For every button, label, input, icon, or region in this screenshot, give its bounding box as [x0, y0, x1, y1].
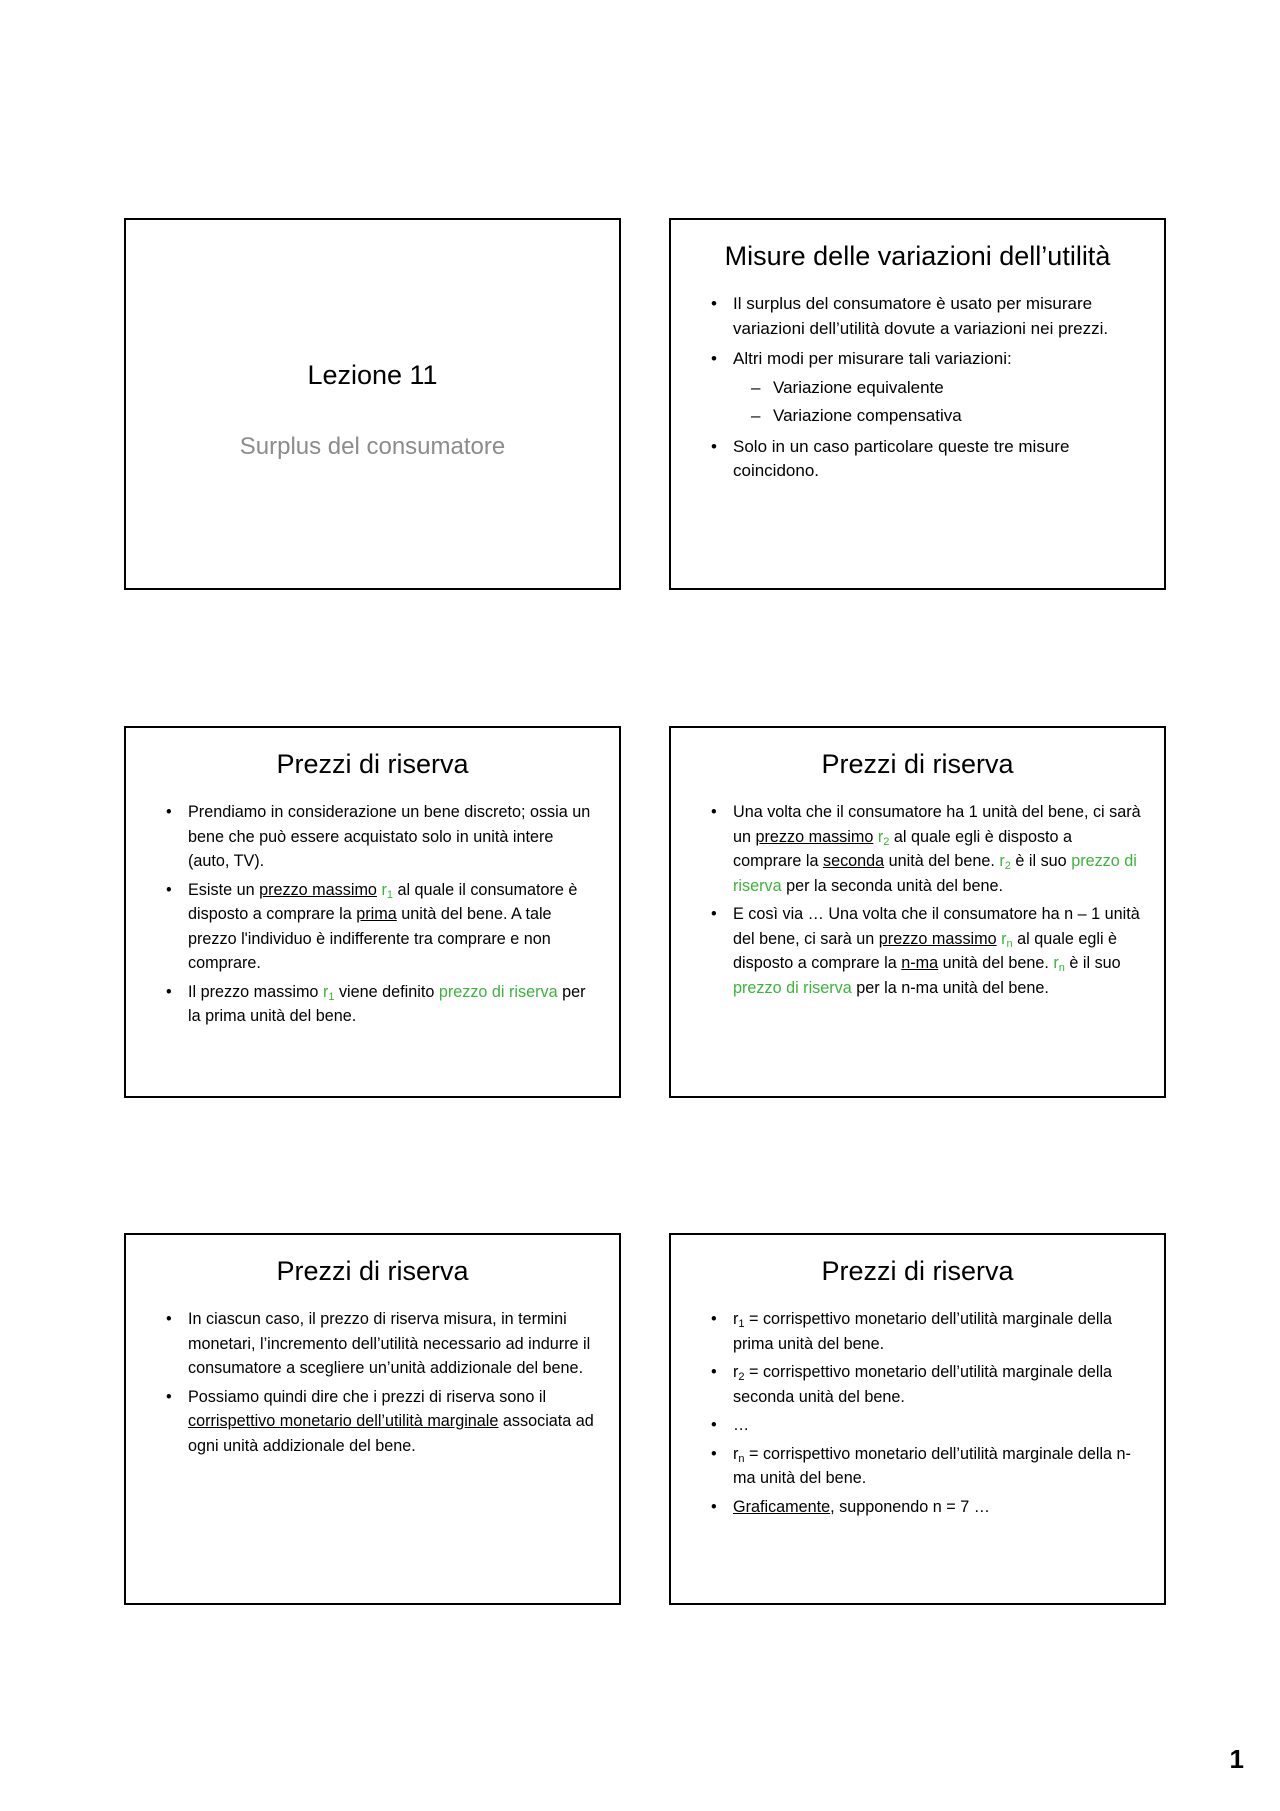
text: , supponendo n = 7 … [830, 1497, 990, 1516]
bullet-item [166, 878, 597, 976]
reservation-price-symbol: $r_1$ [322, 982, 335, 1003]
bullet-item [166, 1385, 597, 1459]
text: al quale egli è disposto a comprare la [733, 929, 1118, 972]
reservation-price-symbol: $r_2$ [877, 827, 890, 848]
bullet-item: • Prendiamo in considerazione un bene discreto; ossia un bene che può essere acquistato solo in unità intere (auto, TV). [166, 800, 597, 874]
sub-bullet-item: – Variazione equivalente [751, 376, 1142, 401]
bullet-item: • Il surplus del consumatore è usato per misurare variazioni dell’utilità dovute a variazioni nei prezzi. [711, 292, 1142, 341]
text: Il prezzo massimo [188, 982, 323, 1001]
bullet-item [711, 1360, 1142, 1409]
slide-title: Lezione 11 [307, 360, 438, 390]
text: per la n-ma unità del bene. [851, 978, 1049, 997]
subscript: 1 [738, 1318, 745, 1330]
underlined-term: n-ma [901, 954, 939, 972]
text: al quale il consumatore è disposto a comprare la [188, 880, 578, 923]
underlined-term: seconda [822, 852, 885, 870]
slide-lezione-11 [124, 218, 621, 590]
text: viene definito [334, 982, 439, 1001]
symbol: r [733, 1444, 739, 1463]
underlined-term: corrispettivo monetario dell’utilità marginale [188, 1412, 499, 1430]
title-block [126, 360, 619, 461]
bullet-item [711, 1442, 1142, 1491]
text: E così via … Una volta che il consumatore ha n – 1 unità del bene, ci sarà un [733, 905, 1140, 948]
slide-prezzi-riserva-2 [669, 726, 1166, 1098]
subscript: n [738, 1452, 745, 1465]
underlined-term: Graficamente [733, 1497, 831, 1516]
text: per la prima unità del bene. [188, 982, 586, 1025]
slide-title: Prezzi di riserva [276, 1256, 469, 1286]
text: unità del bene. [938, 954, 1054, 972]
slide-title: Prezzi di riserva [821, 1256, 1014, 1286]
text: per la seconda unità del bene. [781, 876, 1003, 895]
subscript: 2 [738, 1371, 745, 1383]
highlighted-term: prezzo di riserva [733, 852, 1137, 895]
slide-title: Prezzi di riserva [276, 749, 469, 779]
underlined-term: prezzo massimo [755, 827, 874, 846]
slide-misure-variazioni [669, 218, 1166, 590]
bullet-item: • In ciascun caso, il prezzo di riserva misura, in termini monetari, l’incremento dell’utilità necessario ad indurre il consumatore a scegliere un’unità addizionale del bene. [166, 1307, 597, 1381]
text: unità del bene. A tale prezzo l'individuo è indifferente tra comprare e non comprare. [188, 905, 552, 972]
symbol: r [733, 1310, 739, 1328]
highlighted-term: prezzo di riserva [733, 978, 852, 997]
text: = corrispettivo monetario dell’utilità marginale della n-ma unità del bene. [733, 1444, 1131, 1487]
slide-prezzi-riserva-4 [669, 1233, 1166, 1605]
bullet-item [711, 1495, 1142, 1520]
bullet-list [126, 1307, 619, 1458]
reservation-price-symbol: $r_1$ [381, 880, 393, 901]
bullet-item [166, 980, 597, 1029]
text: è il suo [1010, 852, 1072, 870]
bullet-item [711, 347, 1142, 429]
text: Una volta che il consumatore ha 1 unità del bene, ci sarà un [733, 803, 1141, 846]
text: unità del bene. [884, 852, 1000, 870]
bullet-text: Altri modi per misurare tali variazioni: [733, 349, 1012, 368]
slide-title: Prezzi di riserva [821, 749, 1014, 779]
bullet-list [126, 800, 619, 1029]
text: associata ad ogni unità addizionale del bene. [188, 1412, 594, 1455]
symbol: r [733, 1363, 739, 1381]
reservation-price-symbol: $r_n$ [1001, 929, 1013, 950]
text: al quale egli è disposto a comprare la [733, 827, 1073, 870]
reservation-price-symbol: $r_2$ [999, 852, 1011, 872]
underlined-term: prima [356, 905, 397, 923]
page-number: 1 [1229, 1744, 1244, 1774]
sub-bullet-item: – Variazione compensativa [751, 404, 1142, 429]
slide-prezzi-riserva-1 [124, 726, 621, 1098]
bullet-item: • Solo in un caso particolare queste tre misure coincidono. [711, 435, 1142, 484]
underlined-term: prezzo massimo [259, 880, 377, 899]
highlighted-term: prezzo di riserva [438, 982, 558, 1001]
bullet-item: • … [711, 1413, 1142, 1438]
text: Esiste un [188, 880, 260, 899]
bullet-item [711, 1307, 1142, 1356]
sub-bullet-list [733, 376, 1142, 429]
bullet-list [671, 800, 1164, 1000]
text: = corrispettivo monetario dell’utilità marginale della seconda unità del bene. [733, 1363, 1113, 1406]
slide-subtitle: Surplus del consumatore [239, 433, 506, 460]
text: Possiamo quindi dire che i prezzi di riserva sono il [188, 1387, 547, 1406]
text: è il suo [1064, 954, 1121, 972]
underlined-term: prezzo massimo [878, 929, 997, 948]
reservation-price-symbol: $r_n$ [1053, 954, 1065, 974]
bullet-list [671, 1307, 1164, 1519]
bullet-item [711, 800, 1142, 898]
bullet-item [711, 902, 1142, 1000]
bullet-list [671, 292, 1164, 484]
text: = corrispettivo monetario dell’utilità marginale della prima unità del bene. [733, 1310, 1113, 1353]
slide-title: Misure delle variazioni dell’utilità [724, 241, 1111, 271]
slide-prezzi-riserva-3 [124, 1233, 621, 1605]
